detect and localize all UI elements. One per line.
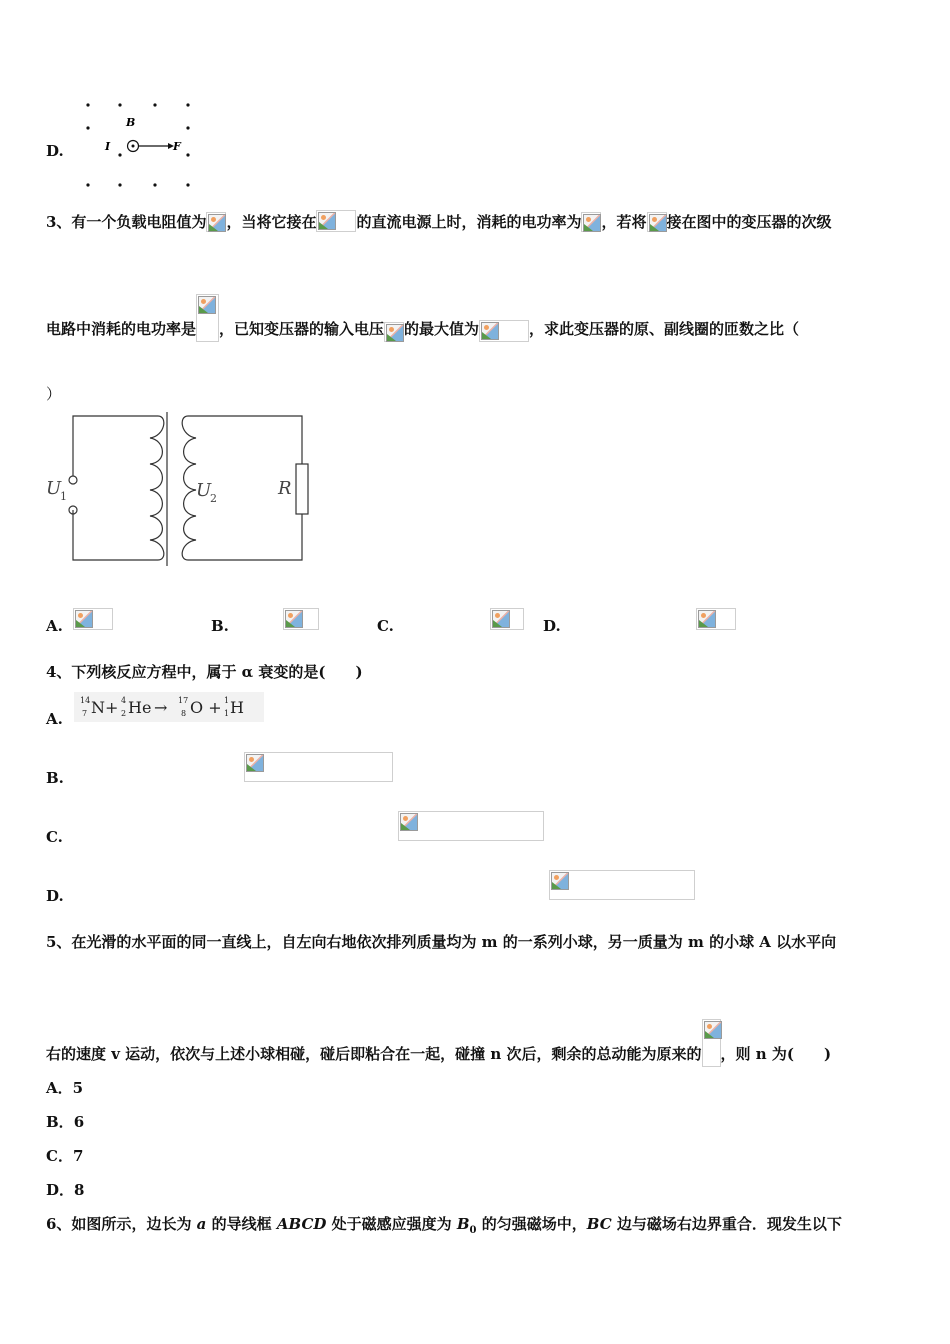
q3-line2-c: 的最大值为	[404, 320, 480, 338]
q6-var-b0-sub: 0	[469, 1225, 477, 1236]
q2-label-f: F	[173, 140, 181, 153]
q5-line1: 5、在光滑的水平面的同一直线上，自左向右地依次排列质量均为 m 的一系列小球，另一质量为 m 的小球 A 以水平向	[46, 933, 837, 951]
q3-option-a-label: A.	[46, 617, 63, 635]
q5-option-a[interactable]	[46, 1078, 83, 1098]
q5-option-c-value: 7	[72, 1147, 84, 1165]
q3-option-c[interactable]	[377, 616, 394, 636]
q3-transformer-circuit	[40, 408, 315, 570]
q6-text-c: 处于磁感应强度为	[326, 1215, 457, 1233]
q6-text-b: 的导线框	[206, 1215, 277, 1233]
q2-magnetic-field-figure	[78, 96, 198, 192]
eq-n-z: 7	[82, 709, 88, 718]
q4-option-a-label: A.	[46, 710, 63, 728]
q4-nuclear-equation	[74, 692, 264, 722]
broken-image-icon	[702, 1019, 721, 1067]
broken-image-icon	[316, 210, 356, 232]
q3-text-2: 的直流电源上时，消耗的电功率为	[356, 213, 582, 231]
q6-var-b0: B	[456, 1215, 470, 1233]
q4-option-d-label: D.	[46, 887, 64, 905]
q4-option-d[interactable]	[46, 886, 64, 906]
broken-image-icon	[696, 608, 736, 630]
q3-option-b-label: B.	[211, 617, 229, 635]
q5-option-b[interactable]	[46, 1112, 84, 1132]
q3-prefix: 3、有一个负载电阻值为	[46, 213, 207, 231]
q3-option-b[interactable]	[211, 616, 229, 636]
broken-image-icon	[206, 212, 226, 232]
broken-image-icon	[398, 811, 544, 841]
q3-label-u2-sub: 2	[210, 492, 217, 505]
eq-n-mass: 14	[80, 696, 91, 705]
q3-label-u2: U	[196, 480, 212, 501]
q2-option-d-label: D.	[46, 142, 64, 160]
broken-image-icon	[581, 212, 601, 232]
q5-option-b-label: B．	[46, 1113, 74, 1131]
q5-option-a-value: 5	[72, 1079, 84, 1097]
q3-option-d[interactable]	[543, 616, 561, 636]
q2-label-i: I	[105, 140, 111, 153]
broken-image-icon	[647, 212, 667, 232]
broken-image-icon	[196, 294, 219, 342]
q3-line1	[46, 210, 832, 232]
q6-text-d: 的匀强磁场中，	[476, 1215, 587, 1233]
q3-option-c-label: C.	[377, 617, 394, 635]
q5-option-a-label: A．	[46, 1079, 73, 1097]
eq-arrow: →	[154, 698, 168, 717]
eq-he: He	[128, 698, 152, 717]
broken-image-icon	[549, 870, 695, 900]
q5-line2-a: 右的速度 v 运动，依次与上述小球相碰，碰后即粘合在一起，碰撞 n 次后，剩余的总动能为原来的	[46, 1045, 702, 1063]
q3-text-1: ，当将它接在	[226, 213, 317, 231]
eq-h-z: 1	[224, 709, 230, 718]
q5-line2	[46, 1019, 831, 1067]
q5-option-d-value: 8	[74, 1181, 85, 1199]
eq-he-mass: 4	[121, 696, 127, 705]
q6-edge-bc: BC	[586, 1215, 612, 1233]
q6-frame-abcd: ABCD	[276, 1215, 327, 1233]
eq-n: N+	[91, 698, 119, 717]
q3-line2	[46, 294, 799, 342]
q3-close-paren: ）	[46, 385, 62, 403]
q2-label-b: B	[126, 116, 136, 129]
broken-image-icon	[479, 320, 529, 342]
broken-image-icon	[73, 608, 113, 630]
q3-option-d-label: D.	[543, 617, 561, 635]
q3-option-a[interactable]	[46, 616, 63, 636]
q5-option-c[interactable]	[46, 1146, 83, 1166]
broken-image-icon	[283, 608, 319, 630]
q5-option-d-label: D．	[46, 1181, 75, 1199]
broken-image-icon	[490, 608, 524, 630]
q6-var-a: a	[196, 1215, 207, 1233]
q3-line2-b: ，已知变压器的输入电压	[219, 320, 385, 338]
broken-image-icon	[244, 752, 393, 782]
eq-o-z: 8	[181, 709, 187, 718]
broken-image-icon	[384, 322, 404, 342]
eq-he-z: 2	[121, 709, 127, 718]
q4-stem: 4、下列核反应方程中，属于 α 衰变的是( )	[46, 663, 363, 681]
q3-label-u1-sub: 1	[60, 490, 67, 503]
q3-text-3: ，若将	[601, 213, 647, 231]
q5-option-b-value: 6	[73, 1113, 85, 1131]
eq-h-mass: 1	[224, 696, 230, 705]
q5-line2-b: ，则 n 为( )	[720, 1045, 832, 1063]
eq-o: O +	[190, 698, 222, 717]
q3-line2-a: 电路中消耗的电功率是	[46, 320, 197, 338]
q3-label-u1: U	[46, 478, 62, 499]
eq-o-mass: 17	[178, 696, 189, 705]
q5-option-c-label: C．	[46, 1147, 73, 1165]
q3-text-4: 接在图中的变压器的次级	[666, 213, 832, 231]
q6-text-a: 6、如图所示，边长为	[46, 1215, 197, 1233]
q5-option-d[interactable]	[46, 1180, 84, 1200]
q4-option-a[interactable]	[46, 709, 63, 729]
q6-stem	[46, 1214, 842, 1241]
q4-option-b[interactable]	[46, 768, 64, 788]
eq-h: H	[230, 698, 244, 717]
q3-line2-d: ，求此变压器的原、副线圈的匝数之比（	[529, 320, 800, 338]
q4-option-c[interactable]	[46, 827, 63, 847]
q4-option-c-label: C.	[46, 828, 63, 846]
q6-text-e: 边与磁场右边界重合．现发生以下	[611, 1215, 842, 1233]
q3-label-r: R	[278, 478, 292, 499]
q4-option-b-label: B.	[46, 769, 64, 787]
